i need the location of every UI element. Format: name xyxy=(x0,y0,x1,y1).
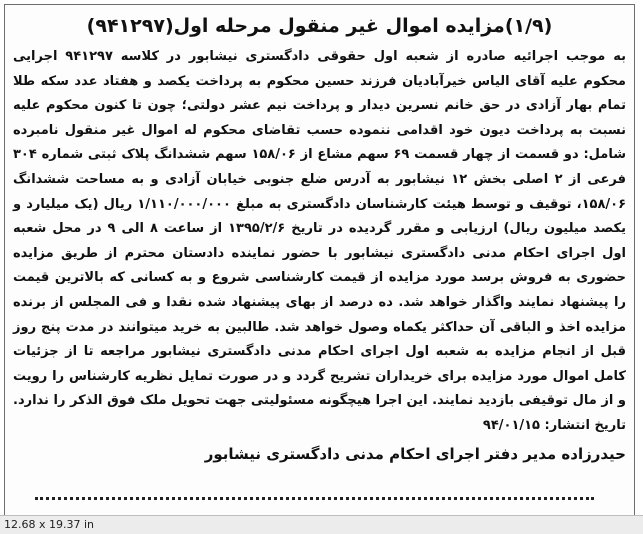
status-bar xyxy=(0,515,643,534)
notice-signature: حیدرزاده مدیر دفتر اجرای احکام مدنی دادگستری نیشابور xyxy=(204,444,626,463)
image-dimensions-readout: 12.68 x 19.37 in xyxy=(4,518,95,531)
auction-notice xyxy=(13,9,626,467)
dotted-divider xyxy=(35,497,594,500)
notice-body: به موجب اجرائیه صادره از شعبه اول حقوقی دادگستری نیشابور در کلاسه ۹۴۱۲۹۷ اجرایی محکوم علیه آقای الیاس خیرآبادیان فرزند حسین محکوم به پرداخت یکصد و هفتاد عدد سکه طلا تمام بهار آزادی در حق خانم نسرین دیدار و پرداخت نیم عشر دولتی؛ چون تا کنون محکوم علیه نسبت به پرداخت دیون خود اقدامی ننموده حسب تقاضای محکوم له اموال غیر منقول نامبرده شامل: دو قسمت از چهار قسمت ۶۹ سهم مشاع از ۱۵۸/۰۶ سهم ششدانگ پلاک ثبتی شماره ۳۰۴ فرعی از ۲ اصلی بخش ۱۲ نیشابور به آدرس ضلع جنوبی خیابان آزادی و به مساحت ششدانگ ۱۵۸/۰۶، توقیف و توسط هیئت کارشناسان دادگستری به مبلغ ۱/۱۱۰/۰۰۰/۰۰۰ ریال (یک میلیارد و یکصد میلیون ریال) ارزیابی و مقرر گردیده در تاریخ ۱۳۹۵/۲/۶ از ساعت ۸ الی ۹ در محل شعبه اول اجرای احکام مدنی دادگستری نیشابور با حضور نماینده دادستان محترم از طریق مزایده حضوری به فروش برسد مورد مزایده از قیمت کارشناسی شروع و به کسانی که بالاترین قیمت را پیشنهاد نمایند واگذار خواهد شد. ده درصد از بهای پیشنهاد شده نقدا و فی المجلس از برنده مزایده اخذ و الباقی آن حداکثر یکماه وصول خواهد شد. طالبین به خرید میتوانند در مدت پنج روز قبل از انجام مزایده به شعبه اول اجرای احکام مدنی دادگستری نیشابور مراجعه تا از جزئیات کامل اموال مورد مزایده برای خریداران تشریح گردد و در صورت تمایل نظریه کارشناس را رویت و از مال توقیفی بازدید نمایند. این اجرا هیچگونه مسئولیتی جهت تحویل ملک فوق الذکر را ندارد. تاریخ انتشار: ۹۴/۰۱/۱۵ xyxy=(13,49,627,433)
notice-title: (۱/۹)مزایده اموال غیر منقول مرحله اول(۹۴۱۲۹۷) xyxy=(86,15,553,37)
notice-frame xyxy=(4,4,635,516)
